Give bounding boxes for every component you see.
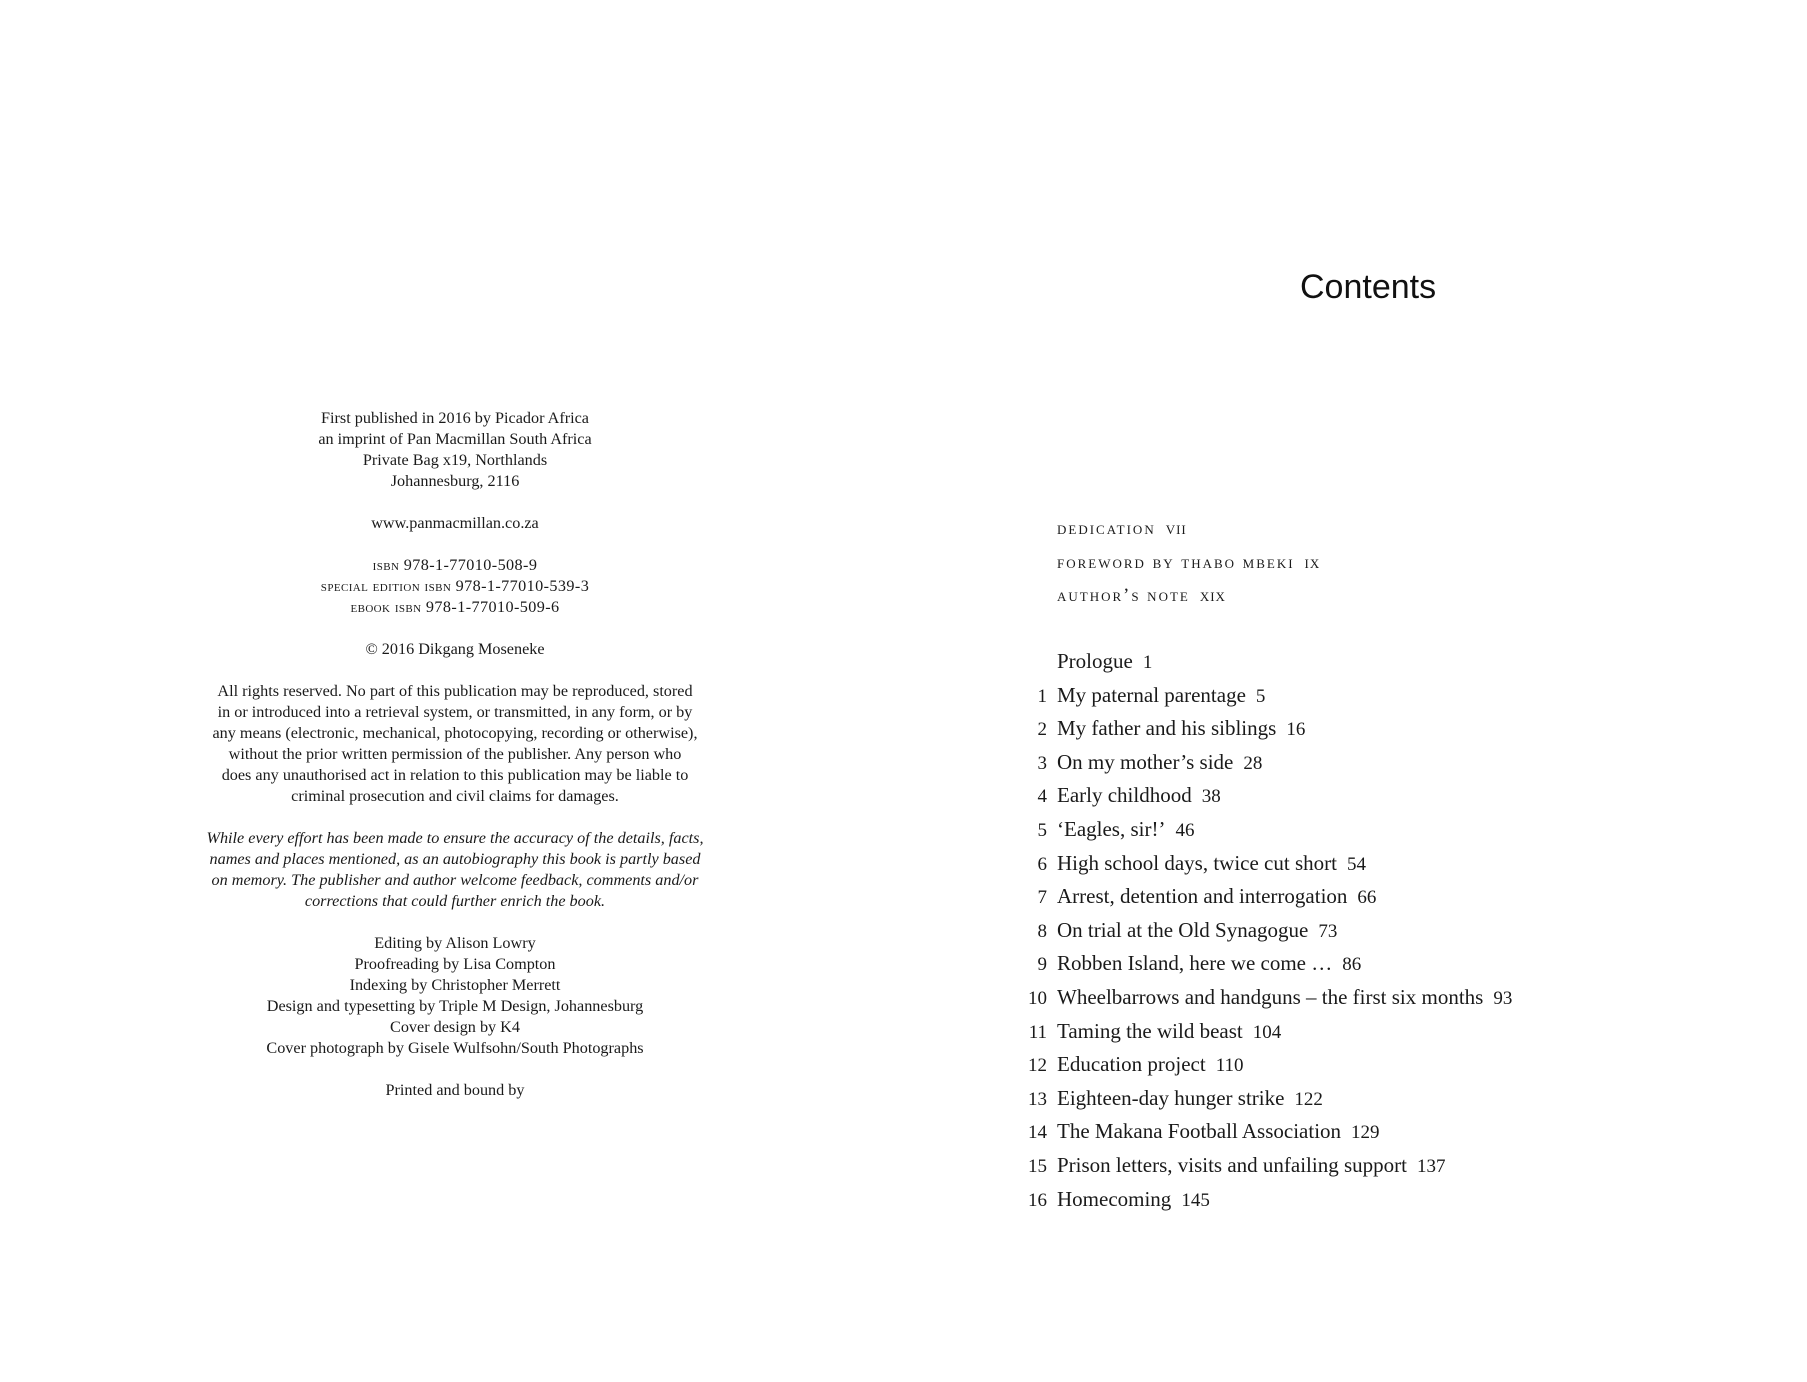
front-matter-list <box>1057 513 1320 614</box>
chapter-number: 4 <box>1037 786 1047 808</box>
toc-entry-page: xix <box>1199 586 1226 607</box>
credit-line: Editing by Alison Lowry <box>374 934 536 952</box>
chapter-title: ‘Eagles, sir!’ <box>1057 816 1166 841</box>
chapter-number: 16 <box>1028 1189 1047 1211</box>
chapter-page: 145 <box>1181 1189 1210 1211</box>
rights-line: without the prior written permission of the publisher. Any person who <box>228 745 682 763</box>
toc-entry-chapter-14[interactable] <box>1010 1115 1512 1149</box>
chapter-title: Wheelbarrows and handguns – the first six months <box>1057 984 1484 1009</box>
credits-block <box>190 933 720 1059</box>
disclaimer-line: corrections that could further enrich the book. <box>304 892 606 910</box>
toc-entry-chapter-12[interactable] <box>1010 1048 1512 1082</box>
chapter-page: 46 <box>1175 819 1195 841</box>
chapter-page: 122 <box>1294 1088 1323 1110</box>
chapter-number: 10 <box>1028 987 1047 1009</box>
chapter-page: 28 <box>1243 752 1263 774</box>
credit-line: Indexing by Christopher Merrett <box>349 976 561 994</box>
chapter-page: 73 <box>1318 920 1338 942</box>
chapter-title: Prologue <box>1057 649 1133 673</box>
chapter-title: My paternal parentage <box>1057 682 1246 707</box>
chapter-page: 38 <box>1201 786 1221 808</box>
chapter-title: On trial at the Old Synagogue <box>1057 917 1309 942</box>
toc-entry-label: foreword by thabo mbeki <box>1057 552 1295 573</box>
chapter-page: 93 <box>1493 987 1513 1009</box>
credit-line: Cover photograph by Gisele Wulfsohn/South Photographs <box>266 1039 644 1057</box>
chapter-list <box>1010 645 1512 1216</box>
chapter-title: Taming the wild beast <box>1057 1018 1243 1043</box>
toc-entry-prologue[interactable] <box>1010 645 1512 679</box>
website: www.panmacmillan.co.za <box>371 514 539 532</box>
publisher-line: First published in 2016 by Picador Africa <box>321 409 589 427</box>
chapter-number: 12 <box>1028 1055 1047 1077</box>
toc-entry-chapter-11[interactable] <box>1010 1015 1512 1049</box>
chapter-page: 129 <box>1351 1122 1380 1144</box>
chapter-title: Eighteen-day hunger strike <box>1057 1085 1285 1110</box>
chapter-title: The Makana Football Association <box>1057 1119 1342 1144</box>
chapter-number: 3 <box>1037 752 1047 774</box>
toc-entry-chapter-8[interactable] <box>1010 914 1512 948</box>
chapter-title: Prison letters, visits and unfailing support <box>1057 1152 1407 1177</box>
toc-entry-chapter-9[interactable] <box>1010 947 1512 981</box>
credit-line: Design and typesetting by Triple M Design, Johannesburg <box>266 997 644 1015</box>
toc-entry-page: ix <box>1304 552 1321 573</box>
chapter-number: 13 <box>1028 1088 1047 1110</box>
toc-entry-authors-note[interactable] <box>1057 580 1320 614</box>
chapter-page: 110 <box>1215 1055 1244 1077</box>
chapter-number: 6 <box>1037 853 1047 875</box>
toc-entry-dedication[interactable] <box>1057 513 1320 547</box>
chapter-page: 104 <box>1252 1021 1282 1043</box>
chapter-number: 15 <box>1028 1155 1047 1177</box>
rights-line: any means (electronic, mechanical, photocopying, recording or otherwise), <box>212 724 698 742</box>
disclaimer-line: While every effort has been made to ensure the accuracy of the details, facts, <box>206 829 704 847</box>
imprint-page <box>190 408 720 1122</box>
toc-entry-chapter-7[interactable] <box>1010 880 1512 914</box>
toc-entry-chapter-1[interactable] <box>1010 679 1512 713</box>
rights-line: in or introduced into a retrieval system, or transmitted, in any form, or by <box>217 703 693 721</box>
copyright: © 2016 Dikgang Moseneke <box>365 640 545 658</box>
isbn-block <box>190 555 720 618</box>
toc-entry-chapter-10[interactable] <box>1010 981 1512 1015</box>
publisher-block <box>190 408 720 492</box>
rights-line: criminal prosecution and civil claims for damages. <box>291 787 619 805</box>
chapter-title: Education project <box>1057 1052 1206 1077</box>
chapter-title: Arrest, detention and interrogation <box>1057 884 1348 909</box>
publisher-line: Private Bag x19, Northlands <box>362 451 548 469</box>
toc-entry-chapter-6[interactable] <box>1010 847 1512 881</box>
rights-block <box>190 681 720 807</box>
toc-entry-chapter-4[interactable] <box>1010 779 1512 813</box>
chapter-number: 9 <box>1037 954 1047 976</box>
toc-entry-chapter-16[interactable] <box>1010 1183 1512 1217</box>
disclaimer-line: on memory. The publisher and author welcome feedback, comments and/or <box>211 871 699 889</box>
toc-entry-chapter-15[interactable] <box>1010 1149 1512 1183</box>
toc-entry-page: vii <box>1165 519 1187 539</box>
disclaimer-block <box>190 828 720 912</box>
toc-entry-label: author’s note <box>1057 586 1190 607</box>
chapter-number: 11 <box>1028 1021 1047 1043</box>
chapter-number: 5 <box>1037 819 1047 841</box>
toc-entry-foreword[interactable] <box>1057 547 1320 581</box>
credit-line: Proofreading by Lisa Compton <box>354 955 556 973</box>
chapter-page: 54 <box>1346 853 1366 875</box>
chapter-title: Homecoming <box>1057 1186 1172 1211</box>
chapter-title: Early childhood <box>1057 783 1192 808</box>
chapter-title: My father and his siblings <box>1057 716 1277 741</box>
printed-by: Printed and bound by <box>385 1081 525 1099</box>
isbn-line: ebook isbn 978-1-77010-509-6 <box>350 598 560 616</box>
contents-title: Contents <box>1300 268 1437 306</box>
credit-line: Cover design by K4 <box>390 1018 520 1036</box>
chapter-page: 86 <box>1342 954 1362 976</box>
chapter-page: 137 <box>1416 1155 1446 1177</box>
isbn-line: special edition isbn 978-1-77010-539-3 <box>320 577 590 595</box>
publisher-line: Johannesburg, 2116 <box>390 472 520 490</box>
isbn-line: isbn 978-1-77010-508-9 <box>372 556 538 574</box>
disclaimer-line: names and places mentioned, as an autobiography this book is partly based <box>209 850 701 868</box>
chapter-number: 1 <box>1037 685 1047 707</box>
chapter-number: 2 <box>1037 719 1047 741</box>
chapter-page: 5 <box>1255 685 1266 707</box>
publisher-line: an imprint of Pan Macmillan South Africa <box>318 430 592 448</box>
rights-line: does any unauthorised act in relation to this publication may be liable to <box>221 766 689 784</box>
chapter-number: 8 <box>1037 920 1047 942</box>
chapter-title: On my mother’s side <box>1057 749 1234 774</box>
chapter-page: 66 <box>1357 887 1377 909</box>
chapter-number: 14 <box>1028 1122 1047 1144</box>
toc-entry-chapter-2[interactable] <box>1010 712 1512 746</box>
rights-line: All rights reserved. No part of this publication may be reproduced, stored <box>217 682 693 700</box>
toc-entry-label: dedication <box>1057 519 1156 539</box>
chapter-number: 7 <box>1037 887 1047 909</box>
toc-entry-chapter-5[interactable] <box>1010 813 1512 847</box>
toc-entry-chapter-13[interactable] <box>1010 1082 1512 1116</box>
chapter-title: Robben Island, here we come … <box>1057 951 1333 976</box>
chapter-page: 16 <box>1286 719 1306 741</box>
chapter-page: 1 <box>1142 652 1153 673</box>
toc-entry-chapter-3[interactable] <box>1010 746 1512 780</box>
chapter-title: High school days, twice cut short <box>1057 850 1337 875</box>
